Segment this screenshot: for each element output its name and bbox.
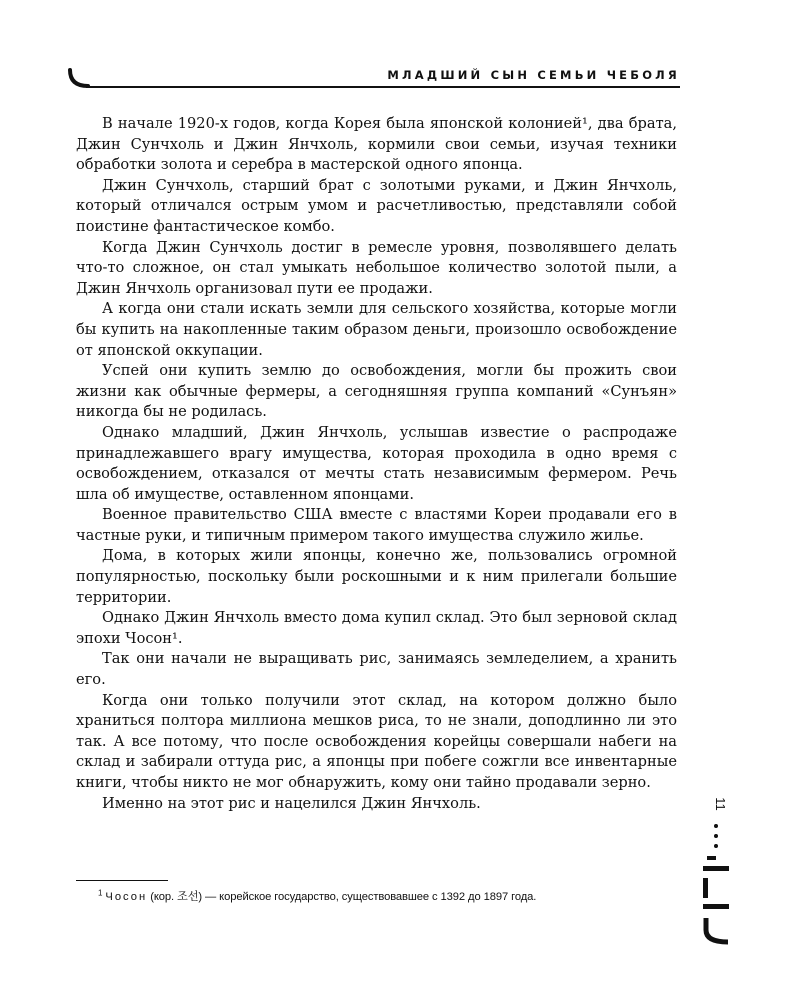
paragraph: Так они начали не выращивать рис, занимаясь земледелием, а хранить его. bbox=[76, 650, 677, 689]
footnote-rule bbox=[76, 880, 168, 881]
running-head: МЛАДШИЙ СЫН СЕМЬИ ЧЕБОЛЯ bbox=[387, 68, 680, 82]
paragraph: Джин Сунчхоль, старший брат с золотыми руками, и Джин Янчхоль, который отличался острым умом и расчетливостью, представляли собой поистине фантастическое комбо. bbox=[76, 176, 677, 235]
paragraph: А когда они стали искать земли для сельского хозяйства, которые могли бы купить на накопленные таким образом деньги, произошло освобождение от японской оккупации. bbox=[76, 300, 677, 359]
header-rule bbox=[86, 86, 680, 88]
footnote bbox=[98, 888, 680, 904]
paragraph: Успей они купить землю до освобождения, могли бы прожить свои жизни как обычные фермеры, а сегодняшняя группа компаний «Сунъян» никогда бы не родилась. bbox=[76, 362, 677, 421]
body-text bbox=[76, 114, 677, 814]
paragraph: Однако Джин Янчхоль вместо дома купил склад. Это был зерновой склад эпохи Чосон¹. bbox=[76, 609, 677, 647]
paragraph: Именно на этот рис и нацелился Джин Янчхоль. bbox=[102, 794, 481, 812]
paragraph: В начале 1920-х годов, когда Корея была японской колонией¹, два брата, Джин Сунчхоль и Джин Янчхоль, кормили свои семьи, изучая техники обработки золота и серебра в мастерской одного японца. bbox=[76, 115, 677, 174]
footnote-marker: 1 bbox=[98, 888, 103, 898]
side-page-number-ornament bbox=[696, 790, 736, 950]
paragraph: Военное правительство США вместе с властями Кореи продавали его в частные руки, и типичным примером такого имущества служило жилье. bbox=[76, 506, 677, 544]
page-number: 11 bbox=[713, 797, 728, 811]
paragraph: Дома, в которых жили японцы, конечно же, пользовались огромной популярностью, поскольку были роскошными и к ним прилегали большие территории. bbox=[76, 547, 677, 606]
footnote-term: Чосон bbox=[105, 891, 148, 903]
footnote-text: (кор. 조선) — корейское государство, существовавшее с 1392 до 1897 года. bbox=[150, 891, 537, 903]
paragraph: Когда Джин Сунчхоль достиг в ремесле уровня, позволявшего делать что-то сложное, он стал умыкать небольшое количество золотой пыли, а Джин Янчхоль организовал пути ее продажи. bbox=[76, 238, 677, 297]
paragraph: Когда они только получили этот склад, на котором должно было храниться полтора миллиона мешков риса, то не знали, доподлинно ли это так. А все потому, что после освобождения корейцы совершали набеги на склад и забирали оттуда рис, а японцы при побеге сожгли все инвентарные книги, чтобы никто не мог обнаружить, кому они тайно продавали зерно. bbox=[76, 691, 677, 791]
paragraph: Однако младший, Джин Янчхоль, услышав известие о распродаже принадлежавшего врагу имущества, которая проходила в одно время с освобождением, отказался от мечты стать независимым фермером. Речь шла об имуществе, оставленном японцами. bbox=[76, 423, 677, 503]
